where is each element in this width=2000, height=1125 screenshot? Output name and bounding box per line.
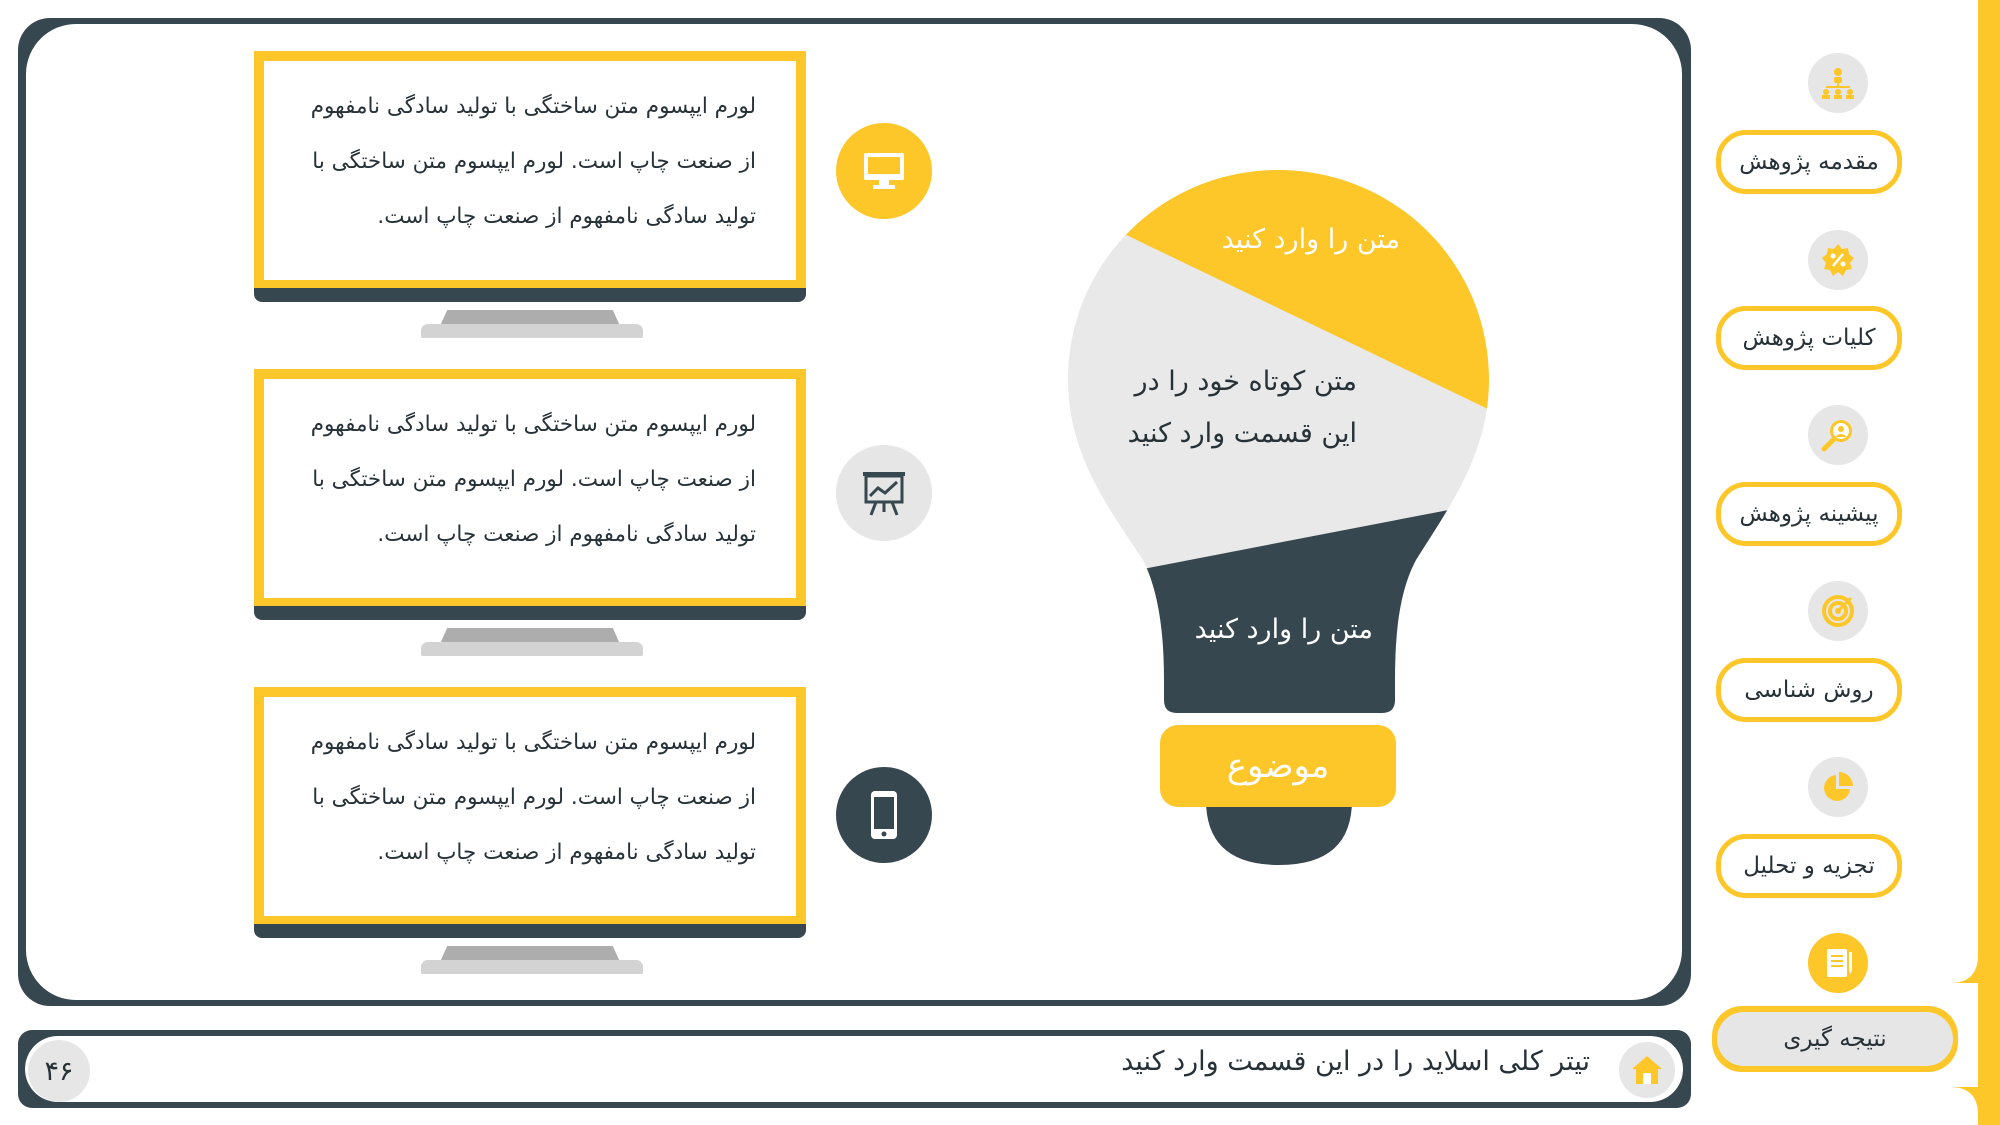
slide-title: تیتر کلی اسلاید را در این قسمت وارد کنید xyxy=(1121,1046,1590,1077)
monitor-screen-3 xyxy=(254,687,806,924)
monitor-2-bezel xyxy=(254,606,806,620)
sidebar-item-2[interactable] xyxy=(1716,306,1902,370)
sidebar-item-1-label: مقدمه پژوهش xyxy=(1739,149,1879,175)
presentation-board-icon xyxy=(836,445,932,541)
bulb-bottom-label: متن را وارد کنید xyxy=(1194,614,1373,645)
monitor-3-line-3: تولید سادگی نامفهوم از صنعت چاپ است. xyxy=(377,840,756,865)
monitor-screen-2 xyxy=(254,369,806,606)
sidebar-item-2-label: کلیات پژوهش xyxy=(1742,325,1876,351)
monitor-1-bezel xyxy=(254,288,806,302)
monitor-1-text xyxy=(286,79,756,244)
monitor-3-line-1: لورم ایپسوم متن ساختگی با تولید سادگی نامفهوم xyxy=(310,730,756,755)
home-button[interactable] xyxy=(1619,1042,1675,1098)
magnifier-person-icon xyxy=(1808,405,1868,465)
monitor-3-base xyxy=(421,960,643,974)
sidebar-item-5-label: تجزیه و تحلیل xyxy=(1743,853,1875,879)
monitor-screen-1 xyxy=(254,51,806,288)
topic-label: موضوع xyxy=(1160,725,1396,807)
monitor-3-bezel xyxy=(254,924,806,938)
sidebar-item-3-label: پیشینه پژوهش xyxy=(1739,501,1879,527)
sidebar-curve-bottom xyxy=(1950,1075,1990,1115)
bulb-top-label: متن را وارد کنید xyxy=(1221,224,1400,255)
sidebar-item-5[interactable] xyxy=(1716,834,1902,898)
monitor-1-base xyxy=(421,324,643,338)
sidebar-item-1[interactable] xyxy=(1716,130,1902,194)
sidebar-item-6[interactable] xyxy=(1712,1006,1958,1072)
notebook-icon xyxy=(1808,933,1868,993)
sidebar-item-6-highlight xyxy=(1717,1012,1953,1066)
pie-chart-icon xyxy=(1808,757,1868,817)
sidebar-item-4-label: روش شناسی xyxy=(1744,677,1874,703)
monitor-3-text xyxy=(286,715,756,880)
home-icon xyxy=(1630,1054,1664,1086)
monitor-1-line-3: تولید سادگی نامفهوم از صنعت چاپ است. xyxy=(377,204,756,229)
sidebar-item-4[interactable] xyxy=(1716,658,1902,722)
monitor-icon xyxy=(836,123,932,219)
monitor-2-base xyxy=(421,642,643,656)
monitor-1-line-2: از صنعت چاپ است. لورم ایپسوم متن ساختگی با xyxy=(312,149,756,174)
monitor-3-line-2: از صنعت چاپ است. لورم ایپسوم متن ساختگی با xyxy=(312,785,756,810)
target-icon xyxy=(1808,581,1868,641)
bulb-middle-line-1: متن کوتاه خود را در xyxy=(1134,366,1357,397)
monitor-2-line-3: تولید سادگی نامفهوم از صنعت چاپ است. xyxy=(377,522,756,547)
percent-badge-icon xyxy=(1808,230,1868,290)
sidebar-item-3[interactable] xyxy=(1716,482,1902,546)
monitor-2-line-1: لورم ایپسوم متن ساختگی با تولید سادگی نامفهوم xyxy=(310,412,756,437)
bulb-middle-line-2: این قسمت وارد کنید xyxy=(1127,418,1357,449)
monitor-2-text xyxy=(286,397,756,562)
sidebar-curve-top xyxy=(1950,955,1990,995)
sidebar-item-6-label: نتیجه گیری xyxy=(1783,1026,1887,1052)
page-number: ۴۶ xyxy=(28,1040,90,1102)
org-chart-icon xyxy=(1808,53,1868,113)
monitor-2-line-2: از صنعت چاپ است. لورم ایپسوم متن ساختگی با xyxy=(312,467,756,492)
smartphone-icon xyxy=(836,767,932,863)
monitor-1-line-1: لورم ایپسوم متن ساختگی با تولید سادگی نامفهوم xyxy=(310,94,756,119)
